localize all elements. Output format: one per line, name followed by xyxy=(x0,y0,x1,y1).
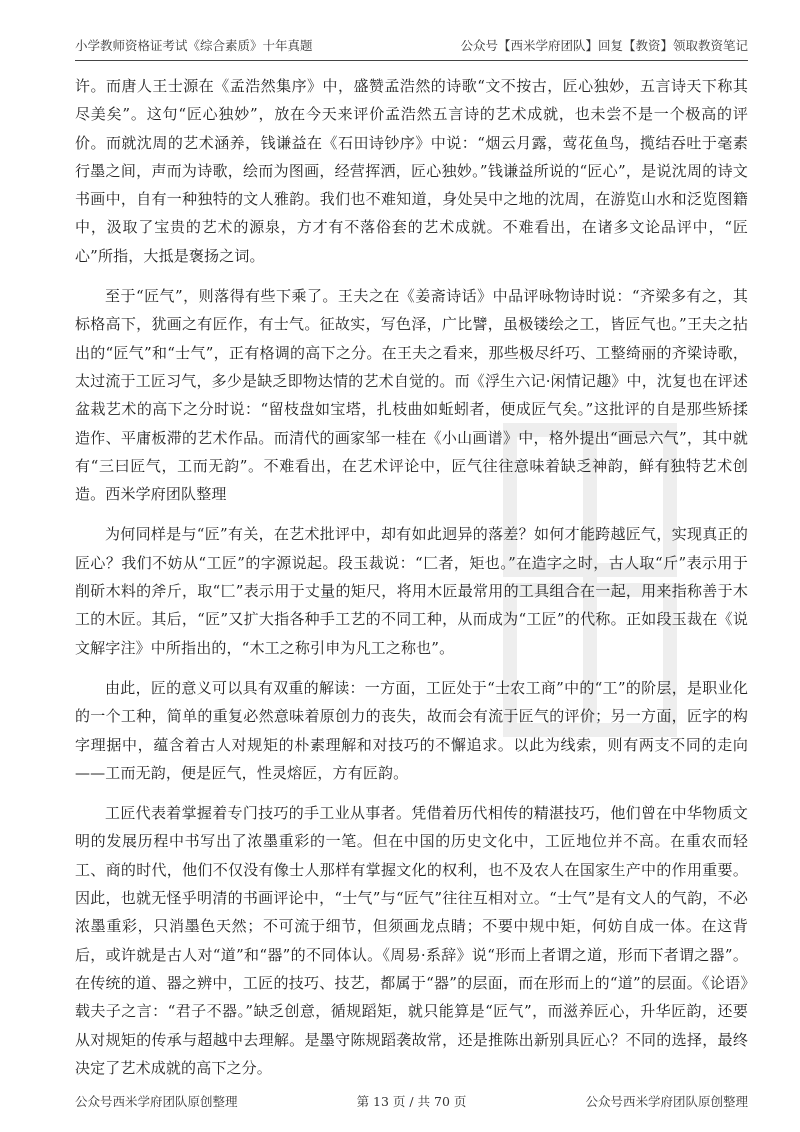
page-number: 第 13 页 / 共 70 页 xyxy=(356,1094,467,1109)
footer-left-text: 公众号西米学府团队原创整理 xyxy=(75,1094,238,1109)
header-right-text: 公众号【西米学府团队】回复【教资】领取教资笔记 xyxy=(460,38,748,53)
paragraph-1: 许。而唐人王士源在《孟浩然集序》中，盛赞孟浩然的诗歌“文不按古，匠心独妙，五言诗天下称其尽美矣”。这句“匠心独妙”，放在今天来评价孟浩然五言诗的艺术成就，也未尝不是一个极高的评价。而就沈周的艺术涵养，钱谦益在《石田诗钞序》中说：“烟云月露，莺花鱼鸟，揽结吞吐于毫素行墨之间，声而为诗歌，绘而为图画，经营挥洒，匠心独妙。”钱谦益所说的“匠心”，是说沈周的诗文书画中，自有一种独特的文人雅韵。我们也不难知道，身处吴中之地的沈周，在游览山水和泛览图籍中，汲取了宝贵的艺术的源泉，方才有不落俗套的艺术成就。不难看出，在诸多文论品评中，“匠心”所指，大抵是褒扬之词。 xyxy=(75,77,748,265)
paragraph-3: 为何同样是与“匠”有关，在艺术批评中，却有如此迥异的落差？如何才能跨越匠气，实现真正的匠心？我们不妨从“工匠”的字源说起。段玉裁说：“匚者，矩也。”在造字之时，古人取“斤”表示用于削斫木料的斧斤，取“匚”表示用于丈量的矩尺，将用木匠最常用的工具组合在一起，用来指称善于木工的木匠。其后，“匠”又扩大指各种手工艺的不同工种，从而成为“工匠”的代称。正如段玉裁在《说文解字注》中所指出的，“木工之称引申为凡工之称也”。 xyxy=(75,525,748,657)
page-footer xyxy=(75,1090,748,1112)
footer-right-text: 公众号西米学府团队原创整理 xyxy=(585,1094,748,1109)
paragraph-4: 由此，匠的意义可以具有双重的解读：一方面，工匠处于“士农工商”中的“工”的阶层，是职业化的一个工种，简单的重复必然意味着原创力的丧失，故而会有流于匠气的评价；另一方面，匠字的构字理据中，蕴含着古人对规矩的朴素理解和对技巧的不懈追求。以此为线索，则有两支不同的走向——工而无韵，便是匠气，性灵熔匠，方有匠韵。 xyxy=(75,678,748,782)
header-rule xyxy=(75,60,748,61)
page-header xyxy=(75,33,748,57)
header-left-text: 小学教师资格证考试《综合素质》十年真题 xyxy=(75,38,313,53)
paragraph-2: 至于“匠气”，则落得有些下乘了。王夫之在《姜斋诗话》中品评咏物诗时说：“齐梁多有之，其标格高下，犹画之有匠作，有士气。征故实，写色泽，广比譬，虽极镂绘之工，皆匠气也。”王夫之拈出的“匠气”和“士气”，正有格调的高下之分。在王夫之看来，那些极尽纤巧、工整绮丽的齐梁诗歌，太过流于工匠习气，多少是缺乏即物达情的艺术自觉的。而《浮生六记·闲情记趣》中，沈复也在评述盆栽艺术的高下之分时说：“留枝盘如宝塔，扎枝曲如蚯蚓者，便成匠气矣。”这批评的自是那些矫揉造作、平庸板滞的艺术作品。而清代的画家邹一桂在《小山画谱》中，格外提出“画忌六气”，其中就有“三曰匠气，工而无韵”。不难看出，在艺术评论中，匠气往往意味着缺乏神韵，鲜有独特艺术创造。西米学府团队整理 xyxy=(75,287,748,504)
document-body xyxy=(75,72,748,1082)
paragraph-5: 工匠代表着掌握着专门技巧的手工业从事者。凭借着历代相传的精湛技巧，他们曾在中华物质文明的发展历程中书写出了浓墨重彩的一笔。但在中国的历史文化中，工匠地位并不高。在重农而轻工、商的时代，他们不仅没有像士人那样有掌握文化的权利，也不及农人在国家生产中的作用重要。因此，也就无怪乎明清的书画评论中，“士气”与“匠气”往往互相对立。“士气”是有文人的气韵，不必浓墨重彩，只消墨色天然；不可流于细节，但须画龙点睛；不要中规中矩，何妨自成一体。在这背后，或许就是古人对“道”和“器”的不同体认。《周易·系辞》说“形而上者谓之道，形而下者谓之器”。在传统的道、器之辨中，工匠的技巧、技艺，都属于“器”的层面，而在形而上的“道”的层面。《论语》载夫子之言：“君子不器。”缺乏创意，循规蹈矩，就只能算是“匠气”，而滋养匠心，升华匠韵，还要从对规矩的传承与超越中去理解。是墨守陈规蹈袭故常，还是推陈出新别具匠心？不同的选择，最终决定了艺术成就的高下之分。 xyxy=(75,804,748,1077)
